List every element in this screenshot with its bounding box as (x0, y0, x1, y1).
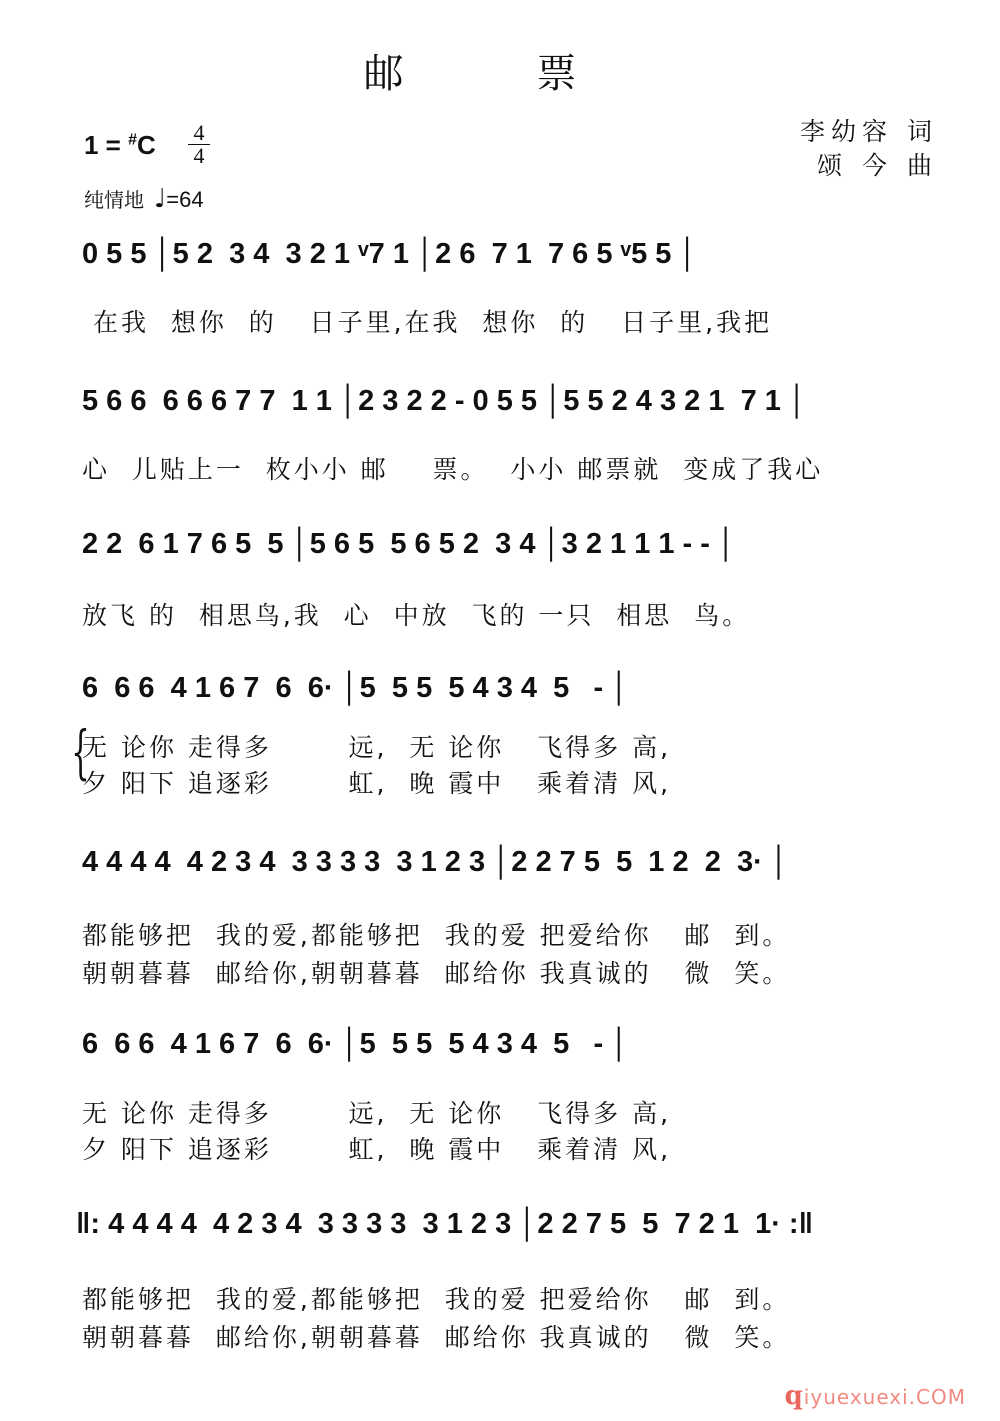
expression-text: 纯情地 (84, 188, 144, 212)
notation-line-2: 5 6 6 6 6 6 7 7 1 1 │2 3 2 2 - 0 5 5 │5 5 2 4 3 2 1 7 1 │ (82, 385, 808, 417)
notation-line-7: ‖: 4 4 4 4 4 2 3 4 3 3 3 3 3 1 2 3 │2 2 7 5 5 7 2 1 1· :‖ (76, 1208, 813, 1240)
key-note: C (137, 130, 156, 160)
tempo-value: =64 (166, 187, 204, 212)
notation-line-4: 6 6 6 4 1 6 7 6 6· │5 5 5 5 4 3 4 5 - │ (82, 672, 630, 704)
watermark-text: iyuexuexi.COM (803, 1385, 966, 1409)
lyricist-credit: 李幼容 词 (800, 117, 938, 146)
composer-credit: 颂 今 曲 (817, 151, 938, 180)
sharp-icon: # (128, 131, 137, 149)
notation-line-6: 6 6 6 4 1 6 7 6 6· │5 5 5 5 4 3 4 5 - │ (82, 1028, 630, 1060)
lyrics-line-2: 心 儿贴上一 枚小小 邮 票。 小小 邮票就 变成了我心 (82, 455, 824, 484)
notation-line-5: 4 4 4 4 4 2 3 4 3 3 3 3 3 1 2 3 │2 2 7 5 5 1 2 2 3· │ (82, 846, 789, 878)
key-label: 1 = (84, 130, 129, 160)
watermark (785, 1381, 966, 1411)
tempo-marking (84, 184, 204, 214)
time-top: 4 (193, 120, 205, 145)
verse-brace: { (71, 718, 90, 786)
lyrics-line-5-verse-1: 都能够把 我的爱,都能够把 我的爱 把爱给你 邮 到。 (82, 921, 791, 950)
time-bottom: 4 (193, 143, 205, 168)
notation-line-1: 0 5 5 │5 2 3 4 3 2 1 ᵛ7 1 │2 6 7 1 7 6 5 ᵛ5 5 │ (82, 238, 698, 270)
time-signature (188, 122, 210, 167)
quarter-note-icon: ♩ (154, 184, 167, 214)
lyrics-line-1: 在我 想你 的 日子里,在我 想你 的 日子里,我把 (82, 308, 773, 337)
lyrics-line-7-verse-2: 朝朝暮暮 邮给你,朝朝暮暮 邮给你 我真诚的 微 笑。 (82, 1323, 791, 1352)
watermark-logo-letter: q (784, 1381, 804, 1411)
lyrics-line-3: 放飞 的 相思鸟,我 心 中放 飞的 一只 相思 鸟。 (82, 601, 751, 630)
key-signature (84, 130, 156, 161)
lyrics-line-5-verse-2: 朝朝暮暮 邮给你,朝朝暮暮 邮给你 我真诚的 微 笑。 (82, 959, 791, 988)
lyrics-line-4-verse-2: 夕 阳下 追逐彩 虹, 晚 霞中 乘着清 风, (82, 769, 672, 798)
notation-line-3: 2 2 6 1 7 6 5 5 │5 6 5 5 6 5 2 3 4 │3 2 1 1 1 - - │ (82, 528, 737, 560)
lyrics-line-6-verse-2: 夕 阳下 追逐彩 虹, 晚 霞中 乘着清 风, (82, 1135, 672, 1164)
lyrics-line-6-verse-1: 无 论你 走得多 远, 无 论你 飞得多 高, (82, 1099, 672, 1128)
song-title: 邮 票 (363, 51, 637, 97)
lyrics-line-7-verse-1: 都能够把 我的爱,都能够把 我的爱 把爱给你 邮 到。 (82, 1285, 791, 1314)
lyrics-line-4-verse-1: 无 论你 走得多 远, 无 论你 飞得多 高, (82, 733, 672, 762)
